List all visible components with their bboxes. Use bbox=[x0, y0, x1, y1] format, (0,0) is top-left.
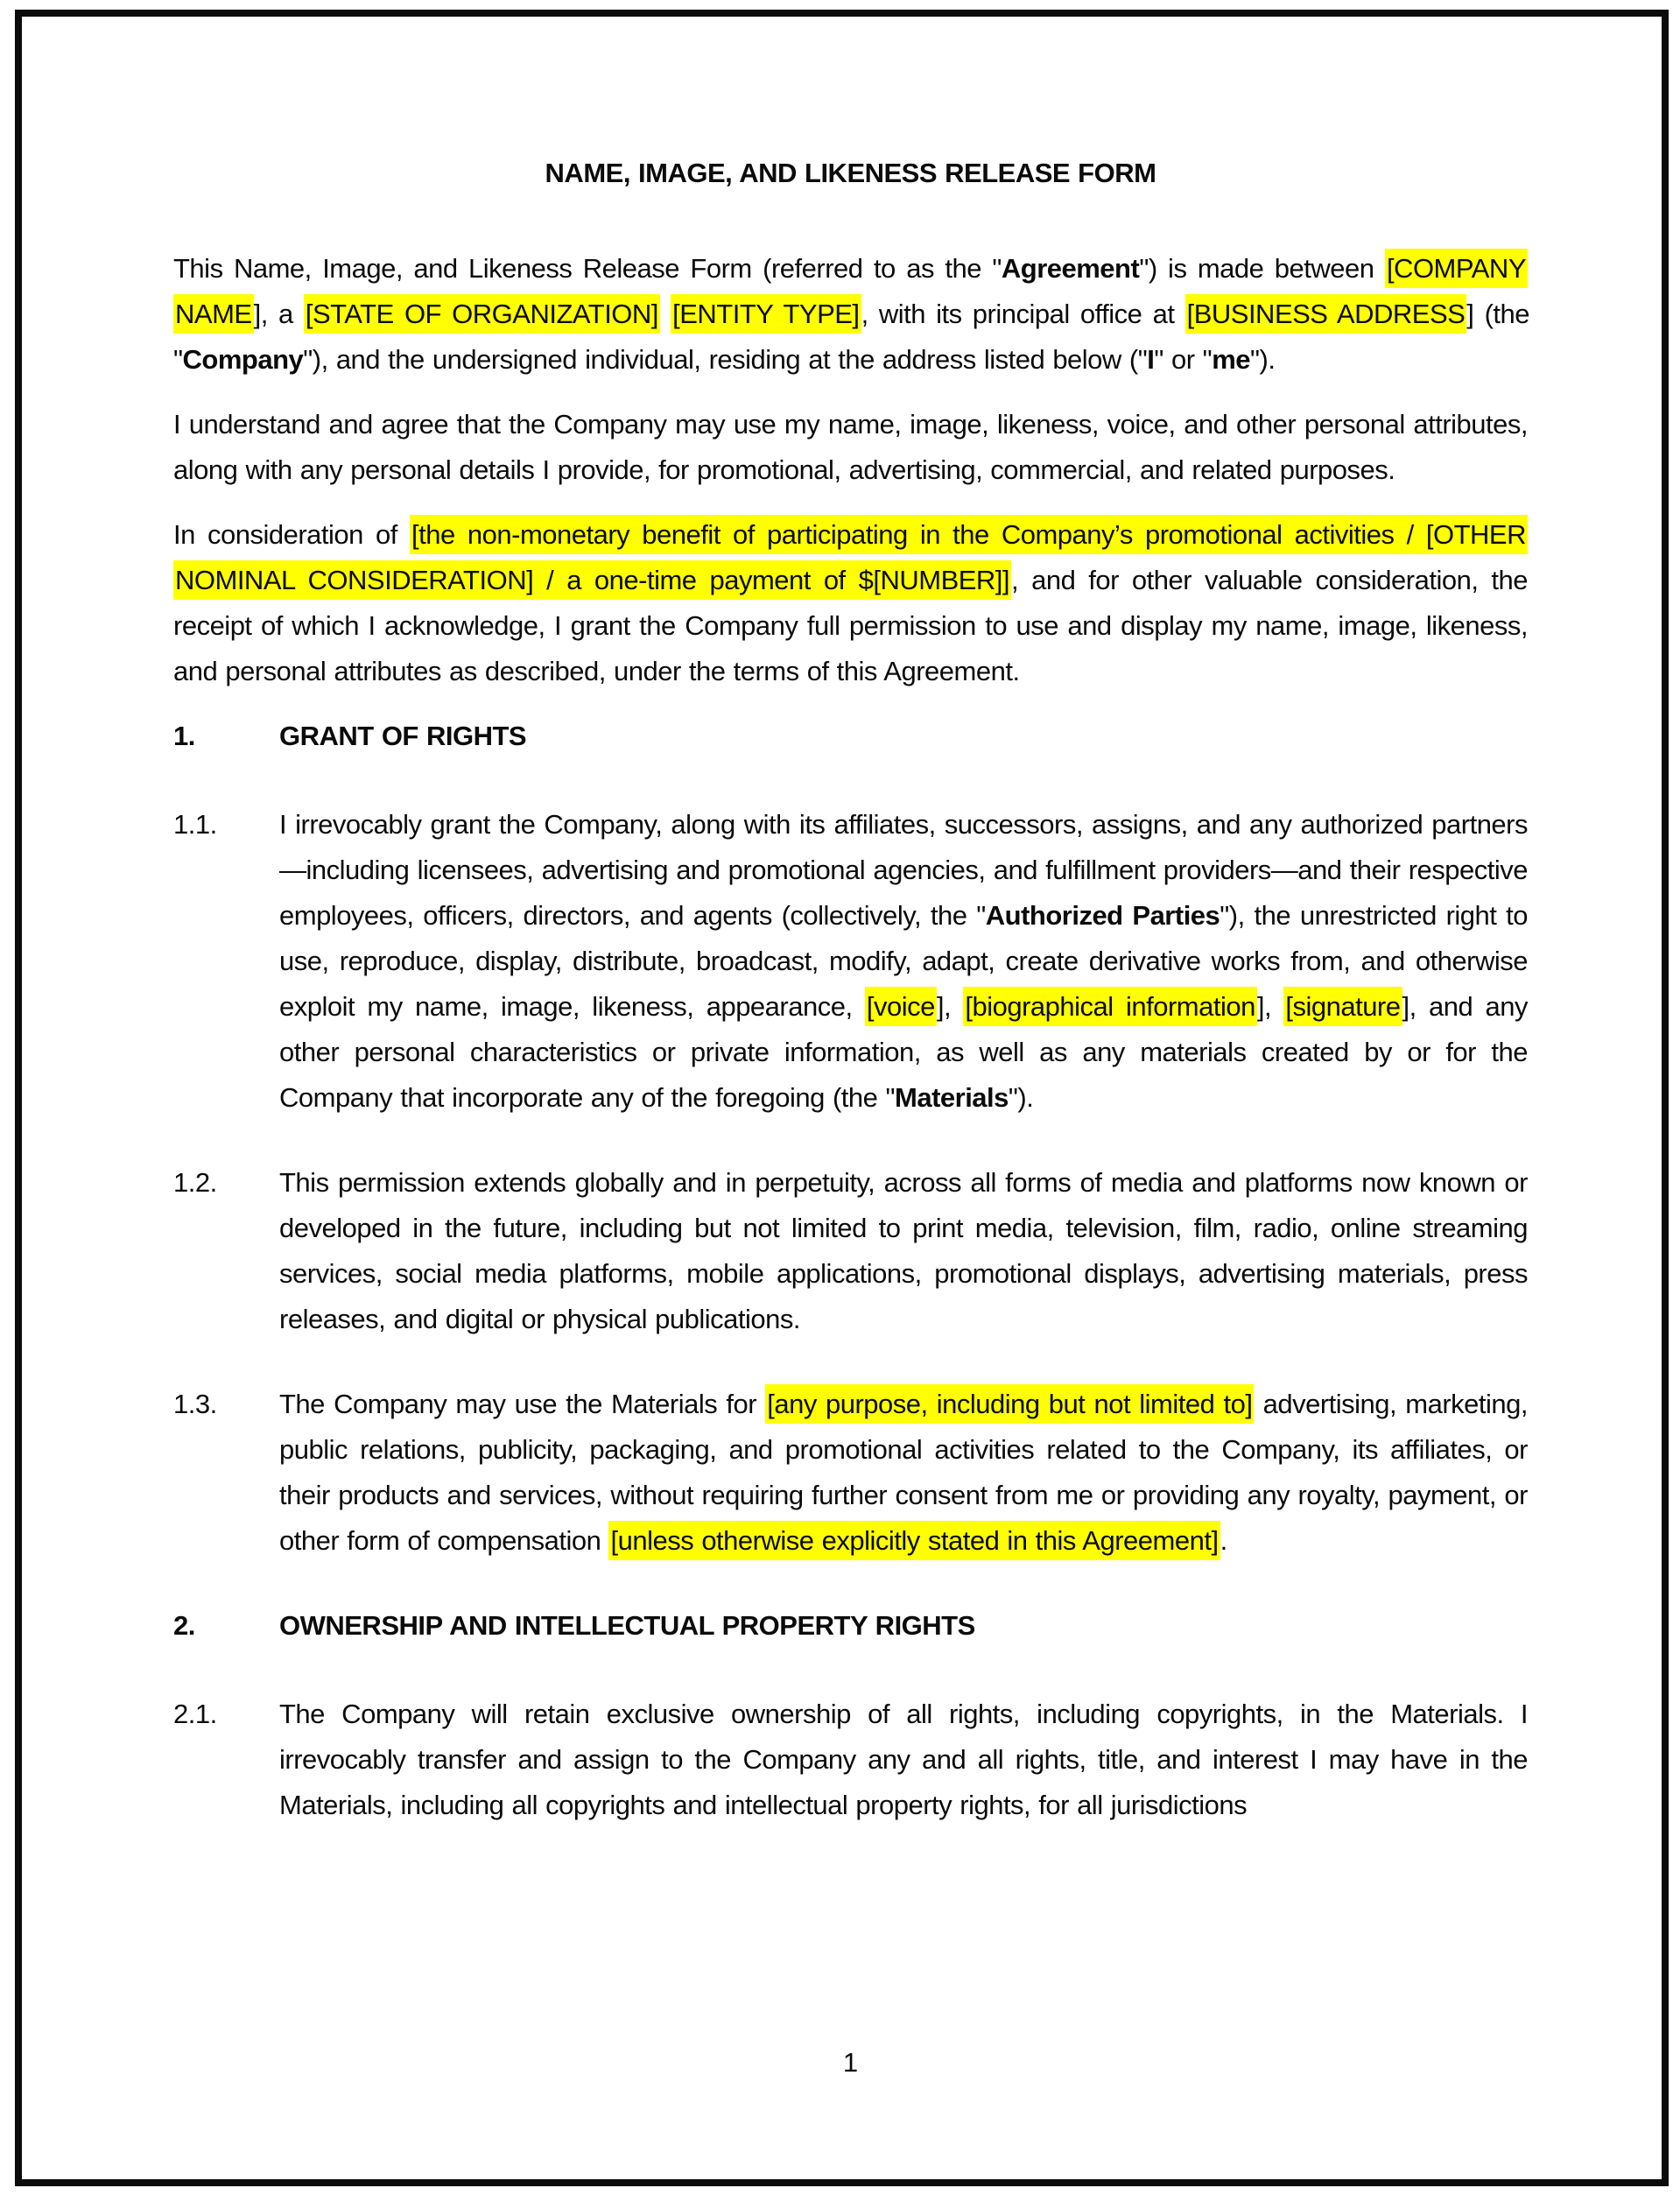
highlighted-placeholder: [the non-monetary benefit of participating in the Company’s promotional activities / [OTHER NOMINAL CONSIDERATION] / a one-time payment of $[NUMBER]] bbox=[173, 515, 1528, 600]
numbered-clause bbox=[173, 802, 1528, 1121]
highlighted-placeholder: [ENTITY TYPE] bbox=[671, 294, 861, 334]
clause-number: 1.2. bbox=[173, 1167, 217, 1198]
paragraph-text bbox=[279, 1382, 1528, 1564]
text-run: "), and the undersigned individual, residing at the address listed below (" bbox=[303, 344, 1148, 375]
paragraph-text bbox=[279, 1160, 1528, 1342]
text-run: Company bbox=[182, 344, 304, 375]
clause-number: 2.1. bbox=[173, 1699, 217, 1729]
document-title: NAME, IMAGE, AND LIKENESS RELEASE FORM bbox=[545, 158, 1156, 188]
paragraph-text bbox=[173, 515, 1528, 686]
text-run: In consideration of bbox=[173, 519, 411, 550]
clause-number: 1.3. bbox=[173, 1389, 217, 1419]
text-run: Agreement bbox=[1001, 253, 1140, 284]
text-run: , with its principal office at bbox=[861, 299, 1185, 329]
text-run: GRANT OF RIGHTS bbox=[279, 721, 527, 751]
intro-paragraph bbox=[173, 512, 1528, 694]
text-run: ], bbox=[936, 991, 964, 1022]
text-run: "). bbox=[1250, 344, 1276, 375]
clause-number: 1.1. bbox=[173, 809, 217, 840]
text-run: I understand and agree that the Company may use my name, image, likeness, voice, and other personal attributes, along with any personal details I provide, for promotional, advertising, commercial, and related purposes. bbox=[173, 409, 1528, 485]
text-run: The Company will retain exclusive ownership of all rights, including copyrights, in the Materials. I irrevocably transfer and assign to the Company any and all rights, title, and interest I may have in the Materials, including all copyrights and intellectual property rights, for all jurisdictions bbox=[279, 1699, 1528, 1820]
highlighted-placeholder: [STATE OF ORGANIZATION] bbox=[304, 294, 660, 334]
paragraph-text bbox=[279, 714, 1528, 759]
text-run: ] (the " bbox=[173, 299, 1529, 375]
section-heading bbox=[173, 714, 1528, 759]
paragraph-text bbox=[279, 802, 1528, 1121]
text-run: Authorized Parties bbox=[985, 900, 1220, 931]
paragraph-text bbox=[173, 249, 1529, 375]
clause-number: 2. bbox=[173, 1610, 195, 1641]
text-run: The Company may use the Materials for bbox=[279, 1389, 766, 1419]
text-run: I bbox=[1147, 344, 1155, 375]
paragraph-text bbox=[173, 409, 1528, 485]
text-run: Materials bbox=[895, 1082, 1009, 1113]
text-run: , and for other valuable consideration, the receipt of which I acknowledge, I grant the Company full permission to use and display my name, image, likeness, and personal attributes as described, under the terms of this Agreement. bbox=[173, 565, 1528, 686]
highlighted-placeholder: [BUSINESS ADDRESS bbox=[1185, 294, 1467, 334]
text-run: me bbox=[1212, 344, 1251, 375]
highlighted-placeholder: [any purpose, including but not limited to] bbox=[765, 1384, 1254, 1424]
text-run: OWNERSHIP AND INTELLECTUAL PROPERTY RIGHTS bbox=[279, 1610, 975, 1641]
section-heading bbox=[173, 1603, 1528, 1649]
text-run: ], bbox=[1256, 991, 1284, 1022]
highlighted-placeholder: [signature bbox=[1283, 987, 1402, 1026]
text-run: advertising, marketing, public relations, publicity, packaging, and promotional activities related to the Company, its affiliates, or their products and services, without requiring further consent from me or providing any royalty, payment, or other form of compensation bbox=[279, 1389, 1529, 1556]
text-run: " or " bbox=[1154, 344, 1213, 375]
text-run: "), the unrestricted right to use, reproduce, display, distribute, broadcast, modify, adapt, create derivative works from, and otherwise exploit my name, image, likeness, appearance, bbox=[279, 900, 1529, 1022]
page-number: 1 bbox=[842, 2047, 859, 2078]
highlighted-placeholder: [unless otherwise explicitly stated in this Agreement] bbox=[608, 1521, 1220, 1560]
text-run bbox=[660, 299, 671, 329]
text-run: ], and any other personal characteristics or private information, as well as any materials created by or for the Company that incorporate any of the foregoing (the " bbox=[279, 991, 1529, 1113]
intro-paragraph bbox=[173, 402, 1528, 493]
numbered-clause bbox=[173, 1382, 1528, 1564]
numbered-clause bbox=[173, 1160, 1528, 1342]
paragraph-text bbox=[279, 1603, 1528, 1649]
document-content bbox=[173, 151, 1528, 1868]
text-run: ], a bbox=[253, 299, 304, 329]
text-run: ") is made between bbox=[1139, 253, 1385, 284]
paragraph-text bbox=[279, 1692, 1528, 1828]
text-run: . bbox=[1220, 1525, 1227, 1556]
intro-paragraph bbox=[173, 246, 1528, 383]
highlighted-placeholder: [voice bbox=[865, 987, 937, 1026]
highlighted-placeholder: [COMPANY NAME bbox=[173, 249, 1528, 334]
text-run: "). bbox=[1008, 1082, 1034, 1113]
highlighted-placeholder: [biographical information bbox=[963, 987, 1256, 1026]
document-body bbox=[173, 246, 1528, 1828]
numbered-clause bbox=[173, 1692, 1528, 1828]
text-run: I irrevocably grant the Company, along with its affiliates, successors, assigns, and any authorized partners—including licensees, advertising and promotional agencies, and fulfillment providers—and their respective employees, officers, directors, and agents (collectively, the " bbox=[279, 809, 1528, 931]
text-run: This Name, Image, and Likeness Release Form (referred to as the " bbox=[173, 253, 1002, 284]
text-run: This permission extends globally and in perpetuity, across all forms of media and platforms now known or developed in the future, including but not limited to print media, television, film, radio, online streaming services, social media platforms, mobile applications, promotional displays, advertising materials, press releases, and digital or physical publications. bbox=[279, 1167, 1528, 1334]
clause-number: 1. bbox=[173, 721, 195, 751]
